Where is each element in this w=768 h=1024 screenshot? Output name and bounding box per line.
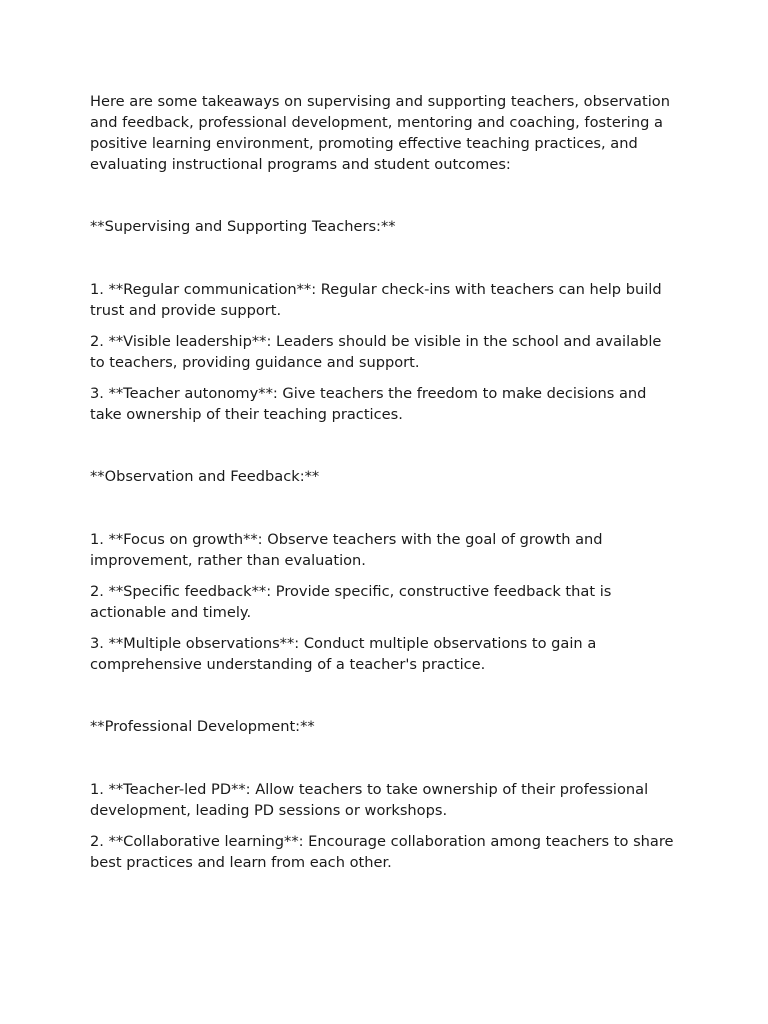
list-item: 3. **Multiple observations**: Conduct multiple observations to gain a comprehensive understanding of a teacher's practice. (90, 635, 597, 673)
intro-paragraph: Here are some takeaways on supervising and supporting teachers, observation and feedback, professional development, mentoring and coaching, fostering a positive learning environment, promoting effective teaching practices, and evaluating instructional programs and student outcomes: (90, 93, 670, 173)
section-heading: **Professional Development:** (90, 718, 315, 735)
section-supervising (90, 216, 680, 425)
section-heading: **Supervising and Supporting Teachers:** (90, 218, 396, 235)
list-item: 1. **Teacher-led PD**: Allow teachers to take ownership of their professional development, leading PD sessions or workshops. (90, 781, 649, 819)
list-item: 2. **Collaborative learning**: Encourage collaboration among teachers to share best practices and learn from each other. (90, 833, 674, 871)
list-item: 3. **Teacher autonomy**: Give teachers the freedom to make decisions and take ownership of their teaching practices. (90, 385, 647, 423)
list-item: 2. **Specific feedback**: Provide specific, constructive feedback that is actionable and timely. (90, 583, 612, 621)
list-item: 1. **Regular communication**: Regular check-ins with teachers can help build trust and provide support. (90, 281, 662, 319)
section-professional-development (90, 716, 680, 873)
section-heading: **Observation and Feedback:** (90, 468, 320, 485)
list-item: 1. **Focus on growth**: Observe teachers with the goal of growth and improvement, rather than evaluation. (90, 531, 603, 569)
list-item: 2. **Visible leadership**: Leaders should be visible in the school and available to teachers, providing guidance and support. (90, 333, 662, 371)
section-observation (90, 466, 680, 675)
document-body (90, 91, 680, 883)
